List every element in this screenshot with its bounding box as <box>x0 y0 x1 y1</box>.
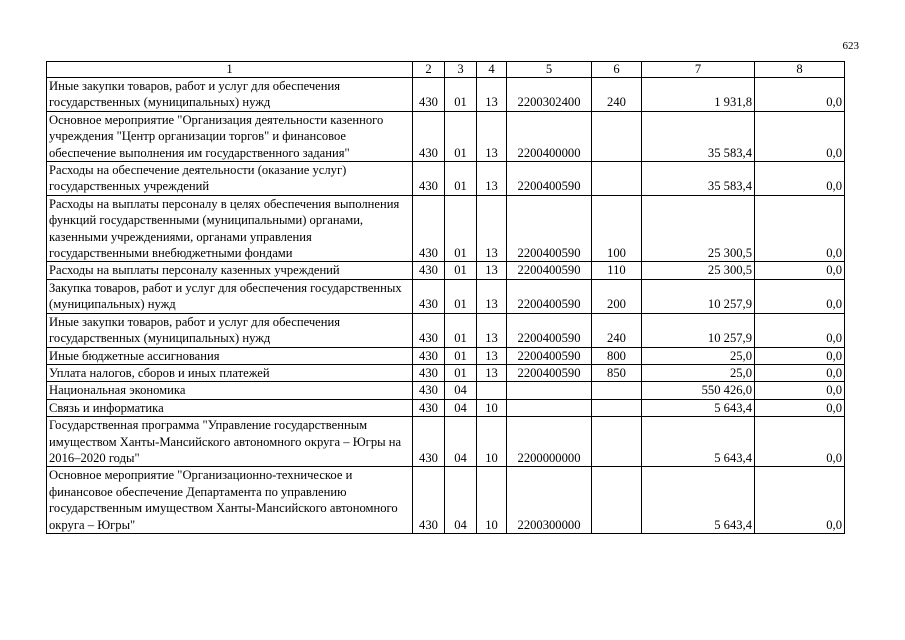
ministry-code-cell: 430 <box>413 262 445 279</box>
table-row <box>47 347 845 364</box>
header-cell: 7 <box>642 62 755 78</box>
target-article-cell <box>507 399 592 416</box>
ministry-code-cell: 430 <box>413 347 445 364</box>
table-header-row <box>47 62 845 78</box>
ministry-code-cell: 430 <box>413 364 445 381</box>
section-code-cell: 01 <box>445 364 477 381</box>
ministry-code-cell: 430 <box>413 399 445 416</box>
expense-type-cell: 800 <box>592 347 642 364</box>
header-cell: 2 <box>413 62 445 78</box>
target-article-cell: 2200400000 <box>507 111 592 161</box>
amount-cell: 10 257,9 <box>642 313 755 347</box>
section-code-cell: 01 <box>445 279 477 313</box>
subsection-code-cell: 10 <box>477 467 507 534</box>
ministry-code-cell: 430 <box>413 382 445 399</box>
expense-type-cell <box>592 417 642 467</box>
item-name-cell: Закупка товаров, работ и услуг для обеспечения государственных (муниципальных) нужд <box>47 279 413 313</box>
section-code-cell: 04 <box>445 417 477 467</box>
amount-cell: 25,0 <box>642 364 755 381</box>
table-row <box>47 195 845 262</box>
amount-cell: 550 426,0 <box>642 382 755 399</box>
item-name-cell: Иные бюджетные ассигнования <box>47 347 413 364</box>
item-name-cell: Расходы на выплаты персоналу казенных учреждений <box>47 262 413 279</box>
section-code-cell: 01 <box>445 262 477 279</box>
section-code-cell: 01 <box>445 78 477 112</box>
item-name-cell: Связь и информатика <box>47 399 413 416</box>
amount-second-cell: 0,0 <box>755 111 845 161</box>
table-row <box>47 417 845 467</box>
ministry-code-cell: 430 <box>413 279 445 313</box>
target-article-cell: 2200400590 <box>507 313 592 347</box>
subsection-code-cell: 13 <box>477 195 507 262</box>
amount-second-cell: 0,0 <box>755 399 845 416</box>
section-code-cell: 01 <box>445 347 477 364</box>
amount-cell: 1 931,8 <box>642 78 755 112</box>
target-article-cell: 2200400590 <box>507 364 592 381</box>
amount-cell: 5 643,4 <box>642 467 755 534</box>
ministry-code-cell: 430 <box>413 313 445 347</box>
header-cell: 8 <box>755 62 845 78</box>
item-name-cell: Иные закупки товаров, работ и услуг для обеспечения государственных (муниципальных) нужд <box>47 313 413 347</box>
amount-second-cell: 0,0 <box>755 162 845 196</box>
subsection-code-cell: 10 <box>477 417 507 467</box>
table-row <box>47 279 845 313</box>
expense-type-cell: 240 <box>592 78 642 112</box>
amount-cell: 25 300,5 <box>642 195 755 262</box>
ministry-code-cell: 430 <box>413 417 445 467</box>
subsection-code-cell: 13 <box>477 78 507 112</box>
table-row <box>47 313 845 347</box>
ministry-code-cell: 430 <box>413 195 445 262</box>
subsection-code-cell: 13 <box>477 364 507 381</box>
section-code-cell: 04 <box>445 382 477 399</box>
amount-second-cell: 0,0 <box>755 467 845 534</box>
item-name-cell: Основное мероприятие "Организационно-техническое и финансовое обеспечение Департамента по управлению государственным имуществом Ханты-Мансийского автономного округа – Югры" <box>47 467 413 534</box>
ministry-code-cell: 430 <box>413 162 445 196</box>
target-article-cell: 2200300000 <box>507 467 592 534</box>
table-row <box>47 111 845 161</box>
target-article-cell: 2200400590 <box>507 347 592 364</box>
subsection-code-cell: 13 <box>477 279 507 313</box>
item-name-cell: Национальная экономика <box>47 382 413 399</box>
amount-cell: 35 583,4 <box>642 111 755 161</box>
item-name-cell: Расходы на выплаты персоналу в целях обеспечения выполнения функций государственными (муниципальными) органами, казенными учреждениями, органами управления государственными внебюджетными фондами <box>47 195 413 262</box>
subsection-code-cell: 10 <box>477 399 507 416</box>
section-code-cell: 01 <box>445 313 477 347</box>
item-name-cell: Государственная программа "Управление государственным имуществом Ханты-Мансийского автономного округа – Югры на 2016–2020 годы" <box>47 417 413 467</box>
table-row <box>47 382 845 399</box>
section-code-cell: 01 <box>445 195 477 262</box>
amount-second-cell: 0,0 <box>755 382 845 399</box>
amount-cell: 25,0 <box>642 347 755 364</box>
table-row <box>47 364 845 381</box>
amount-second-cell: 0,0 <box>755 347 845 364</box>
page-number: 623 <box>842 40 859 52</box>
table-row <box>47 399 845 416</box>
expense-type-cell <box>592 111 642 161</box>
target-article-cell: 2200302400 <box>507 78 592 112</box>
header-cell: 5 <box>507 62 592 78</box>
section-code-cell: 01 <box>445 162 477 196</box>
expense-type-cell: 100 <box>592 195 642 262</box>
expense-type-cell <box>592 399 642 416</box>
target-article-cell: 2200000000 <box>507 417 592 467</box>
expense-type-cell: 110 <box>592 262 642 279</box>
header-cell: 4 <box>477 62 507 78</box>
amount-second-cell: 0,0 <box>755 279 845 313</box>
ministry-code-cell: 430 <box>413 78 445 112</box>
amount-cell: 5 643,4 <box>642 399 755 416</box>
table-row <box>47 78 845 112</box>
item-name-cell: Уплата налогов, сборов и иных платежей <box>47 364 413 381</box>
header-cell: 1 <box>47 62 413 78</box>
expense-type-cell: 200 <box>592 279 642 313</box>
section-code-cell: 01 <box>445 111 477 161</box>
amount-cell: 35 583,4 <box>642 162 755 196</box>
header-cell: 6 <box>592 62 642 78</box>
budget-table <box>46 61 845 534</box>
ministry-code-cell: 430 <box>413 467 445 534</box>
section-code-cell: 04 <box>445 467 477 534</box>
expense-type-cell <box>592 162 642 196</box>
amount-second-cell: 0,0 <box>755 417 845 467</box>
expense-type-cell <box>592 382 642 399</box>
subsection-code-cell: 13 <box>477 347 507 364</box>
table-row <box>47 162 845 196</box>
subsection-code-cell: 13 <box>477 162 507 196</box>
amount-cell: 5 643,4 <box>642 417 755 467</box>
amount-cell: 25 300,5 <box>642 262 755 279</box>
target-article-cell: 2200400590 <box>507 162 592 196</box>
expense-type-cell: 240 <box>592 313 642 347</box>
target-article-cell: 2200400590 <box>507 262 592 279</box>
amount-second-cell: 0,0 <box>755 195 845 262</box>
item-name-cell: Расходы на обеспечение деятельности (оказание услуг) государственных учреждений <box>47 162 413 196</box>
table-row <box>47 262 845 279</box>
expense-type-cell <box>592 467 642 534</box>
target-article-cell: 2200400590 <box>507 195 592 262</box>
table-row <box>47 467 845 534</box>
section-code-cell: 04 <box>445 399 477 416</box>
amount-second-cell: 0,0 <box>755 313 845 347</box>
amount-second-cell: 0,0 <box>755 78 845 112</box>
ministry-code-cell: 430 <box>413 111 445 161</box>
header-cell: 3 <box>445 62 477 78</box>
subsection-code-cell: 13 <box>477 262 507 279</box>
target-article-cell: 2200400590 <box>507 279 592 313</box>
item-name-cell: Иные закупки товаров, работ и услуг для обеспечения государственных (муниципальных) нужд <box>47 78 413 112</box>
item-name-cell: Основное мероприятие "Организация деятельности казенного учреждения "Центр организации торгов" и финансовое обеспечение выполнения им государственного задания" <box>47 111 413 161</box>
amount-second-cell: 0,0 <box>755 262 845 279</box>
expense-type-cell: 850 <box>592 364 642 381</box>
subsection-code-cell: 13 <box>477 313 507 347</box>
amount-second-cell: 0,0 <box>755 364 845 381</box>
subsection-code-cell: 13 <box>477 111 507 161</box>
target-article-cell <box>507 382 592 399</box>
amount-cell: 10 257,9 <box>642 279 755 313</box>
subsection-code-cell <box>477 382 507 399</box>
